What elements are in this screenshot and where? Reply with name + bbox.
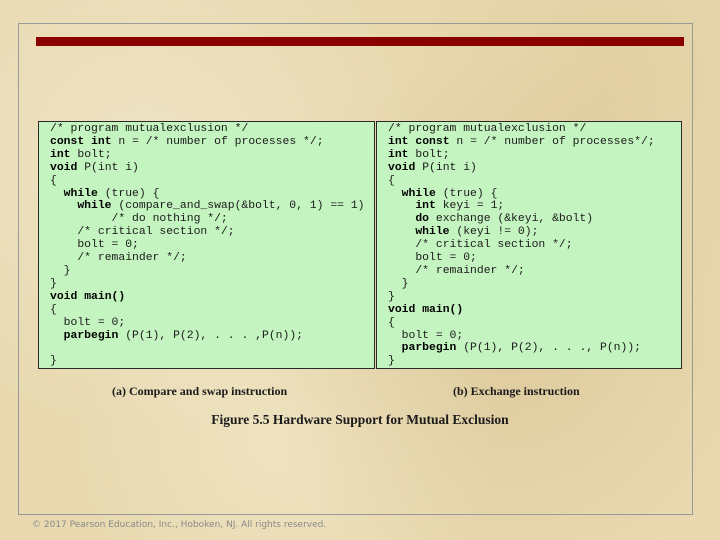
code-line: { — [50, 303, 57, 316]
caption-compare-and-swap: (a) Compare and swap instruction — [112, 384, 288, 398]
code-line: /* remainder */; — [77, 252, 187, 265]
code-line: } — [63, 264, 71, 277]
code-line: } — [388, 290, 395, 303]
code-line: /* critical section */; — [77, 226, 235, 239]
code-line: /* do nothing */; — [111, 213, 228, 226]
code-line: int const n = /* number of processes*/; — [388, 135, 655, 148]
code-line: parbegin (P(1), P(2), . . . ,P(n)); — [63, 329, 304, 342]
code-line: bolt = 0; — [77, 239, 139, 252]
code-line: /* critical section */; — [415, 239, 573, 252]
code-line: /* remainder */; — [415, 264, 525, 277]
code-line: void P(int i) — [388, 161, 477, 174]
code-line: /* program mutualexclusion */ — [50, 123, 249, 135]
code-line: while (compare_and_swap(&bolt, 0, 1) == 1) — [77, 200, 365, 213]
code-line: int keyi = 1; — [415, 200, 505, 213]
code-line: /* program mutualexclusion */ — [388, 123, 587, 135]
code-line: { — [50, 174, 57, 187]
code-listing-a — [50, 123, 365, 368]
code-line: bolt = 0; — [401, 329, 464, 342]
code-line: do exchange (&keyi, &bolt) — [415, 213, 594, 226]
code-line: while (true) { — [63, 187, 160, 200]
code-line: } — [401, 277, 409, 290]
code-line: parbegin (P(1), P(2), . . ., P(n)); — [401, 342, 641, 355]
code-line: bolt = 0; — [415, 252, 477, 265]
code-line: bolt = 0; — [63, 316, 126, 329]
code-line: void main() — [50, 290, 126, 303]
caption-exchange: (b) Exchange instruction — [453, 384, 580, 398]
code-line: int bolt; — [388, 148, 450, 161]
title-bar — [36, 37, 684, 46]
code-line: while (true) { — [401, 187, 498, 200]
figure-title: Figure 5.5 Hardware Support for Mutual Exclusion — [211, 412, 509, 427]
copyright-notice: © 2017 Pearson Education, Inc., Hoboken, NJ. All rights reserved. — [32, 520, 327, 530]
code-panel-compare-and-swap — [38, 121, 375, 369]
code-panel-exchange — [376, 121, 682, 369]
code-line: int bolt; — [50, 148, 112, 161]
code-line: { — [388, 316, 395, 329]
code-listing-b — [388, 123, 655, 368]
code-line: const int n = /* number of processes */; — [50, 135, 324, 148]
code-line: } — [50, 355, 57, 368]
code-line: while (keyi != 0); — [415, 226, 539, 239]
code-line: } — [388, 355, 395, 368]
code-line: void main() — [388, 303, 464, 316]
code-line: } — [50, 277, 57, 290]
code-line: void P(int i) — [50, 161, 139, 174]
code-line: { — [388, 174, 395, 187]
